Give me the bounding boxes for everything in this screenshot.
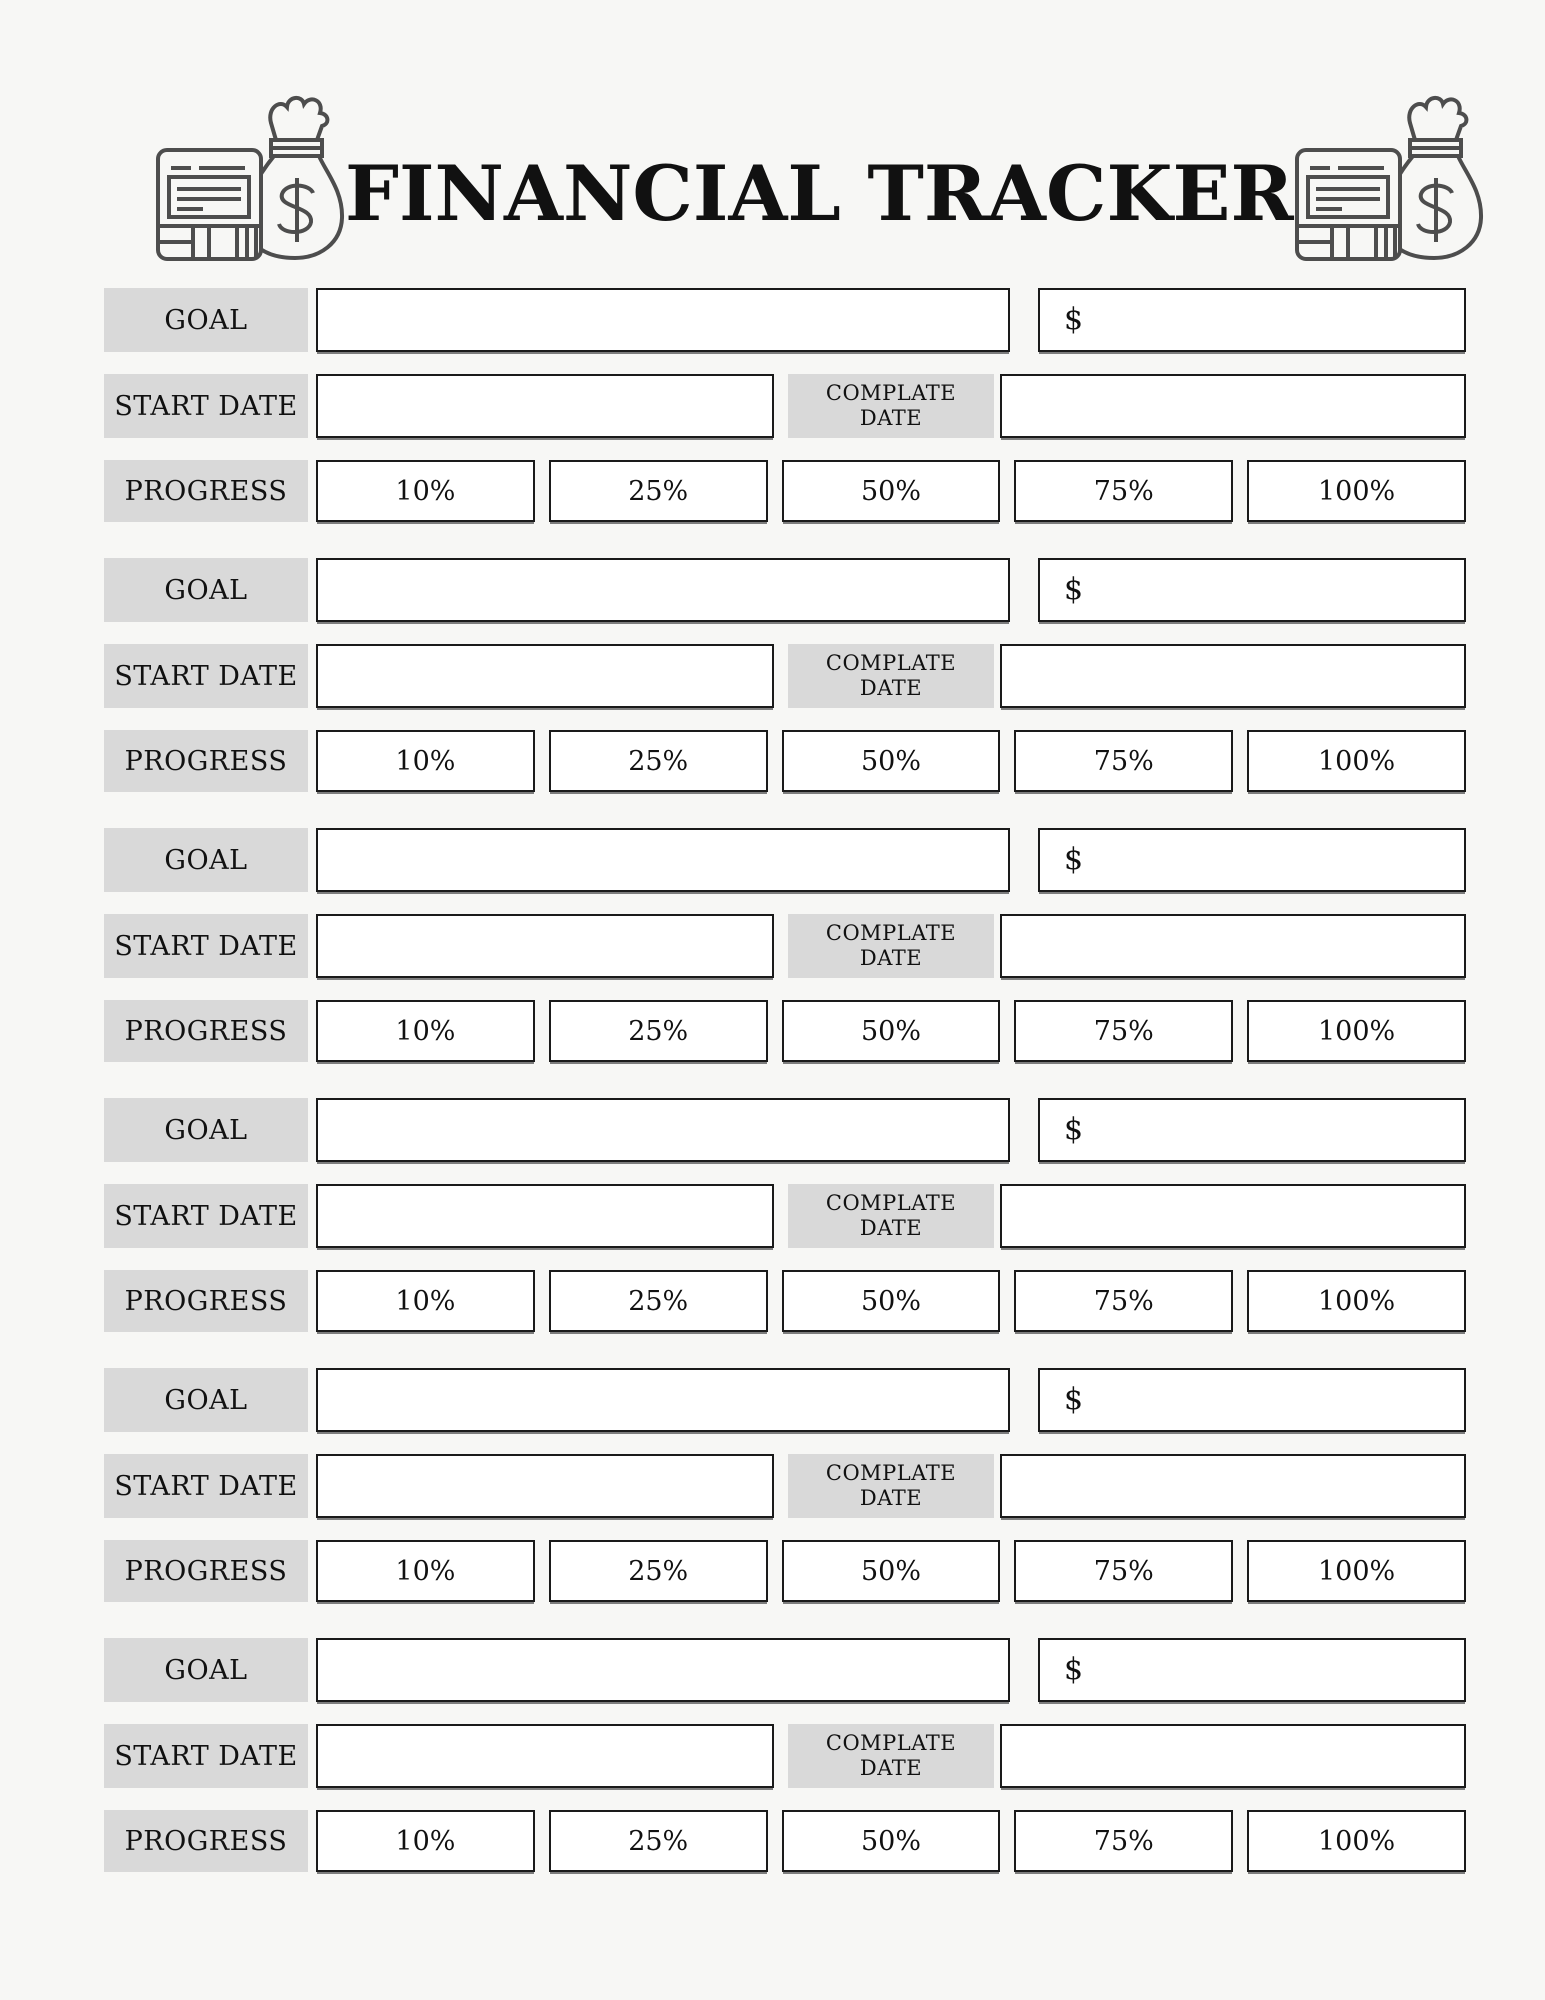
progress-option-50[interactable]: 50% <box>782 730 1001 792</box>
complete-date-input[interactable] <box>1000 644 1466 708</box>
cash-register-money-bag-icon <box>155 92 345 264</box>
complete-date-label-line1: COMPLATE <box>825 381 957 406</box>
goal-block <box>104 1368 1466 1602</box>
progress-label: PROGRESS <box>104 730 308 792</box>
progress-option-100[interactable]: 100% <box>1247 1270 1466 1332</box>
start-date-label: START DATE <box>104 374 308 438</box>
progress-option-75[interactable]: 75% <box>1014 730 1233 792</box>
goal-amount-box[interactable] <box>1038 288 1466 352</box>
progress-option-25[interactable]: 25% <box>549 730 768 792</box>
progress-row <box>104 730 1466 792</box>
goal-amount-input[interactable] <box>1083 1370 1464 1430</box>
start-date-input[interactable] <box>316 914 774 978</box>
progress-option-25[interactable]: 25% <box>549 1000 768 1062</box>
complete-date-input[interactable] <box>1000 914 1466 978</box>
goal-block <box>104 558 1466 792</box>
progress-option-25[interactable]: 25% <box>549 1540 768 1602</box>
progress-row <box>104 1000 1466 1062</box>
complete-date-input[interactable] <box>1000 374 1466 438</box>
progress-option-100[interactable]: 100% <box>1247 1540 1466 1602</box>
complete-date-label <box>788 1184 994 1248</box>
goal-row <box>104 828 1466 892</box>
date-row <box>104 1184 1466 1248</box>
progress-option-10[interactable]: 10% <box>316 1270 535 1332</box>
goal-amount-input[interactable] <box>1083 1640 1464 1700</box>
progress-row <box>104 1810 1466 1872</box>
goal-input[interactable] <box>316 558 1010 622</box>
progress-label: PROGRESS <box>104 1810 308 1872</box>
complete-date-label-line1: COMPLATE <box>825 921 957 946</box>
progress-option-75[interactable]: 75% <box>1014 1000 1233 1062</box>
goal-label: GOAL <box>104 558 308 622</box>
date-row <box>104 1454 1466 1518</box>
goal-block <box>104 1098 1466 1332</box>
goal-amount-input[interactable] <box>1083 290 1464 350</box>
progress-option-25[interactable]: 25% <box>549 1270 768 1332</box>
date-row <box>104 644 1466 708</box>
goal-amount-box[interactable] <box>1038 1638 1466 1702</box>
progress-label: PROGRESS <box>104 460 308 522</box>
complete-date-label-line1: COMPLATE <box>825 651 957 676</box>
goal-label: GOAL <box>104 1098 308 1162</box>
complete-date-label <box>788 1724 994 1788</box>
progress-option-50[interactable]: 50% <box>782 1270 1001 1332</box>
goal-amount-box[interactable] <box>1038 1098 1466 1162</box>
dollar-sign: $ <box>1064 1652 1084 1687</box>
complete-date-label-line2: DATE <box>859 1756 923 1780</box>
progress-option-75[interactable]: 75% <box>1014 460 1233 522</box>
progress-option-100[interactable]: 100% <box>1247 730 1466 792</box>
start-date-label: START DATE <box>104 1184 308 1248</box>
dollar-sign: $ <box>1064 302 1084 337</box>
goal-input[interactable] <box>316 1638 1010 1702</box>
complete-date-label-line1: COMPLATE <box>825 1461 957 1486</box>
progress-option-50[interactable]: 50% <box>782 460 1001 522</box>
dollar-sign: $ <box>1064 1112 1084 1147</box>
date-row <box>104 914 1466 978</box>
goal-row <box>104 558 1466 622</box>
progress-option-10[interactable]: 10% <box>316 730 535 792</box>
complete-date-label-line2: DATE <box>859 406 923 430</box>
goal-block <box>104 288 1466 522</box>
progress-option-10[interactable]: 10% <box>316 1540 535 1602</box>
complete-date-label-line1: COMPLATE <box>825 1731 957 1756</box>
progress-option-75[interactable]: 75% <box>1014 1270 1233 1332</box>
goal-block <box>104 1638 1466 1872</box>
progress-option-10[interactable]: 10% <box>316 1810 535 1872</box>
start-date-label: START DATE <box>104 644 308 708</box>
goal-input[interactable] <box>316 288 1010 352</box>
progress-option-75[interactable]: 75% <box>1014 1540 1233 1602</box>
progress-option-100[interactable]: 100% <box>1247 1000 1466 1062</box>
progress-option-50[interactable]: 50% <box>782 1810 1001 1872</box>
complete-date-label <box>788 914 994 978</box>
goal-label: GOAL <box>104 1638 308 1702</box>
start-date-input[interactable] <box>316 1184 774 1248</box>
goal-input[interactable] <box>316 828 1010 892</box>
start-date-input[interactable] <box>316 1724 774 1788</box>
goal-input[interactable] <box>316 1098 1010 1162</box>
date-row <box>104 374 1466 438</box>
start-date-input[interactable] <box>316 374 774 438</box>
goal-amount-box[interactable] <box>1038 558 1466 622</box>
goal-row <box>104 1368 1466 1432</box>
progress-row <box>104 460 1466 522</box>
goal-row <box>104 288 1466 352</box>
dollar-sign: $ <box>1064 572 1084 607</box>
goal-input[interactable] <box>316 1368 1010 1432</box>
complete-date-input[interactable] <box>1000 1184 1466 1248</box>
dollar-sign: $ <box>1064 1382 1084 1417</box>
complete-date-label-line2: DATE <box>859 1216 923 1240</box>
goal-row <box>104 1638 1466 1702</box>
progress-option-75[interactable]: 75% <box>1014 1810 1233 1872</box>
progress-row <box>104 1270 1466 1332</box>
progress-option-100[interactable]: 100% <box>1247 1810 1466 1872</box>
date-row <box>104 1724 1466 1788</box>
progress-option-50[interactable]: 50% <box>782 1000 1001 1062</box>
progress-label: PROGRESS <box>104 1000 308 1062</box>
goal-label: GOAL <box>104 1368 308 1432</box>
goal-block <box>104 828 1466 1062</box>
goal-amount-box[interactable] <box>1038 1368 1466 1432</box>
progress-label: PROGRESS <box>104 1270 308 1332</box>
complete-date-label <box>788 644 994 708</box>
complete-date-label-line1: COMPLATE <box>825 1191 957 1216</box>
start-date-label: START DATE <box>104 1724 308 1788</box>
goal-row <box>104 1098 1466 1162</box>
progress-option-50[interactable]: 50% <box>782 1540 1001 1602</box>
goal-amount-input[interactable] <box>1083 560 1464 620</box>
progress-option-25[interactable]: 25% <box>549 460 768 522</box>
progress-option-10[interactable]: 10% <box>316 1000 535 1062</box>
progress-row <box>104 1540 1466 1602</box>
complete-date-label-line2: DATE <box>859 676 923 700</box>
complete-date-label-line2: DATE <box>859 946 923 970</box>
progress-option-100[interactable]: 100% <box>1247 460 1466 522</box>
page-header <box>104 0 1466 264</box>
complete-date-input[interactable] <box>1000 1454 1466 1518</box>
goal-amount-input[interactable] <box>1083 1100 1464 1160</box>
cash-register-money-bag-icon <box>1294 92 1484 264</box>
progress-option-10[interactable]: 10% <box>316 460 535 522</box>
complete-date-label <box>788 374 994 438</box>
dollar-sign: $ <box>1064 842 1084 877</box>
goal-label: GOAL <box>104 828 308 892</box>
page-title: FINANCIAL TRACKER <box>345 148 1294 238</box>
start-date-input[interactable] <box>316 644 774 708</box>
progress-option-25[interactable]: 25% <box>549 1810 768 1872</box>
progress-label: PROGRESS <box>104 1540 308 1602</box>
goal-amount-box[interactable] <box>1038 828 1466 892</box>
start-date-label: START DATE <box>104 1454 308 1518</box>
goal-label: GOAL <box>104 288 308 352</box>
complete-date-label <box>788 1454 994 1518</box>
complete-date-input[interactable] <box>1000 1724 1466 1788</box>
goal-amount-input[interactable] <box>1083 830 1464 890</box>
start-date-label: START DATE <box>104 914 308 978</box>
complete-date-label-line2: DATE <box>859 1486 923 1510</box>
goal-blocks-list <box>104 288 1466 1872</box>
start-date-input[interactable] <box>316 1454 774 1518</box>
